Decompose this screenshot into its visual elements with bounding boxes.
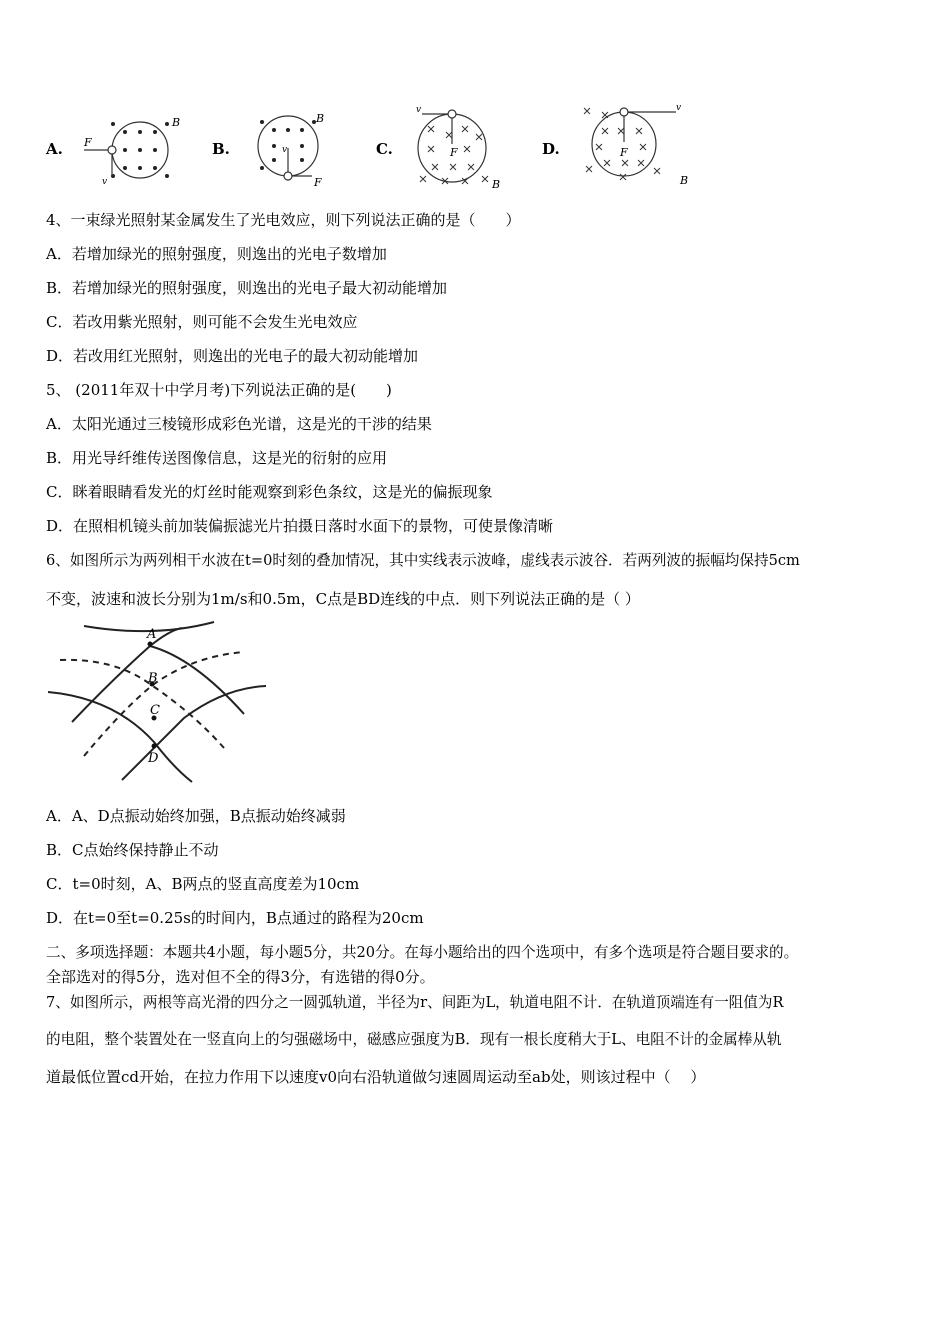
q6-option-a: A．A、D点振动始终加强，B点振动始终减弱 <box>46 807 346 825</box>
q3-option-c-label: C. <box>376 140 393 158</box>
q4-stem: 4、一束绿光照射某金属发生了光电效应，则下列说法正确的是（ ） <box>46 211 521 229</box>
q3-option-a-label: A. <box>46 140 63 158</box>
q6-option-b: B．C点始终保持静止不动 <box>46 841 219 859</box>
point-d-label: D <box>148 751 159 766</box>
q6-option-d: D．在t=0至t=0.25s的时间内，B点通过的路程为20cm <box>46 909 424 927</box>
svg-text:v: v <box>416 105 422 115</box>
q6-option-c: C．t=0时刻，A、B两点的竖直高度差为10cm <box>46 875 360 893</box>
q7-line1: 7、如图所示，两根等高光滑的四分之一圆弧轨道，半径为r、间距为L，轨道电阻不计．在轨道顶端连有一阻值为R <box>46 994 784 1011</box>
crest-line-3 <box>122 686 266 780</box>
q5-option-d: D．在照相机镜头前加装偏振滤光片拍摄日落时水面下的景物，可使景像清晰 <box>46 517 554 535</box>
q4-option-a: A．若增加绿光的照射强度，则逸出的光电子数增加 <box>46 245 387 263</box>
crest-line-5 <box>150 646 244 714</box>
q4-option-b: B．若增加绿光的照射强度，则逸出的光电子最大初动能增加 <box>46 279 448 297</box>
svg-text:F: F <box>314 176 322 189</box>
q6-stem-line2: 不变，波速和波长分别为1m/s和0.5m，C点是BD连线的中点．则下列说法正确的是（ ） <box>46 590 640 608</box>
svg-text:B: B <box>492 178 501 191</box>
svg-text:F: F <box>450 146 458 159</box>
q3-figure-d <box>580 104 700 190</box>
q4-option-d: D．若改用红光照射，则逸出的光电子的最大初动能增加 <box>46 347 419 365</box>
trough-line-2 <box>84 652 244 756</box>
q3-option-d-label: D. <box>542 140 560 158</box>
svg-text:B: B <box>316 112 325 125</box>
section2-line2: 全部选对的得5分，选对但不全的得3分，有选错的得0分。 <box>46 968 435 986</box>
q3-figure-b <box>250 108 340 194</box>
crest-line-2 <box>48 692 192 782</box>
svg-text:v: v <box>676 104 682 113</box>
svg-text:v: v <box>282 145 288 155</box>
point-c-label: C <box>150 703 160 718</box>
point-a-label: A <box>147 627 157 642</box>
q3-option-b-label: B. <box>212 140 230 158</box>
svg-text:v: v <box>102 177 108 187</box>
section2-line1: 二、多项选择题：本题共4小题，每小题5分，共20分。在每小题给出的四个选项中，有多个选项是符合题目要求的。 <box>46 944 799 961</box>
q7-line2: 的电阻，整个装置处在一竖直向上的匀强磁场中，磁感应强度为B．现有一根长度稍大于L、电阻不计的金属棒从轨 <box>46 1031 782 1048</box>
q3-figure-row <box>40 104 689 194</box>
q5-option-c: C．眯着眼睛看发光的灯丝时能观察到彩色条纹，这是光的偏振现象 <box>46 483 493 501</box>
q5-stem: 5、 (2011年双十中学月考)下列说法正确的是( ) <box>46 381 392 399</box>
svg-text:F: F <box>620 146 628 159</box>
crest-line-4 <box>72 628 182 722</box>
q4-option-c: C．若改用紫光照射，则可能不会发生光电效应 <box>46 313 358 331</box>
svg-text:B: B <box>680 174 689 187</box>
svg-text:F: F <box>84 136 92 149</box>
q5-option-a: A．太阳光通过三棱镜形成彩色光谱，这是光的干涉的结果 <box>46 415 432 433</box>
q6-wave-figure <box>44 618 274 788</box>
q6-stem-line1: 6、如图所示为两列相干水波在t=0时刻的叠加情况，其中实线表示波峰，虚线表示波谷．若两列波的振幅均保持5cm <box>46 552 800 569</box>
q5-option-b: B．用光导纤维传送图像信息，这是光的衍射的应用 <box>46 449 388 467</box>
q3-figure-c <box>412 104 532 194</box>
q3-figure-a <box>80 110 190 194</box>
svg-text:B: B <box>172 116 181 129</box>
q7-line3: 道最低位置cd开始，在拉力作用下以速度v0向右沿轨道做匀速圆周运动至ab处，则该过程中（ ） <box>46 1068 706 1086</box>
point-b-label: B <box>148 671 158 686</box>
